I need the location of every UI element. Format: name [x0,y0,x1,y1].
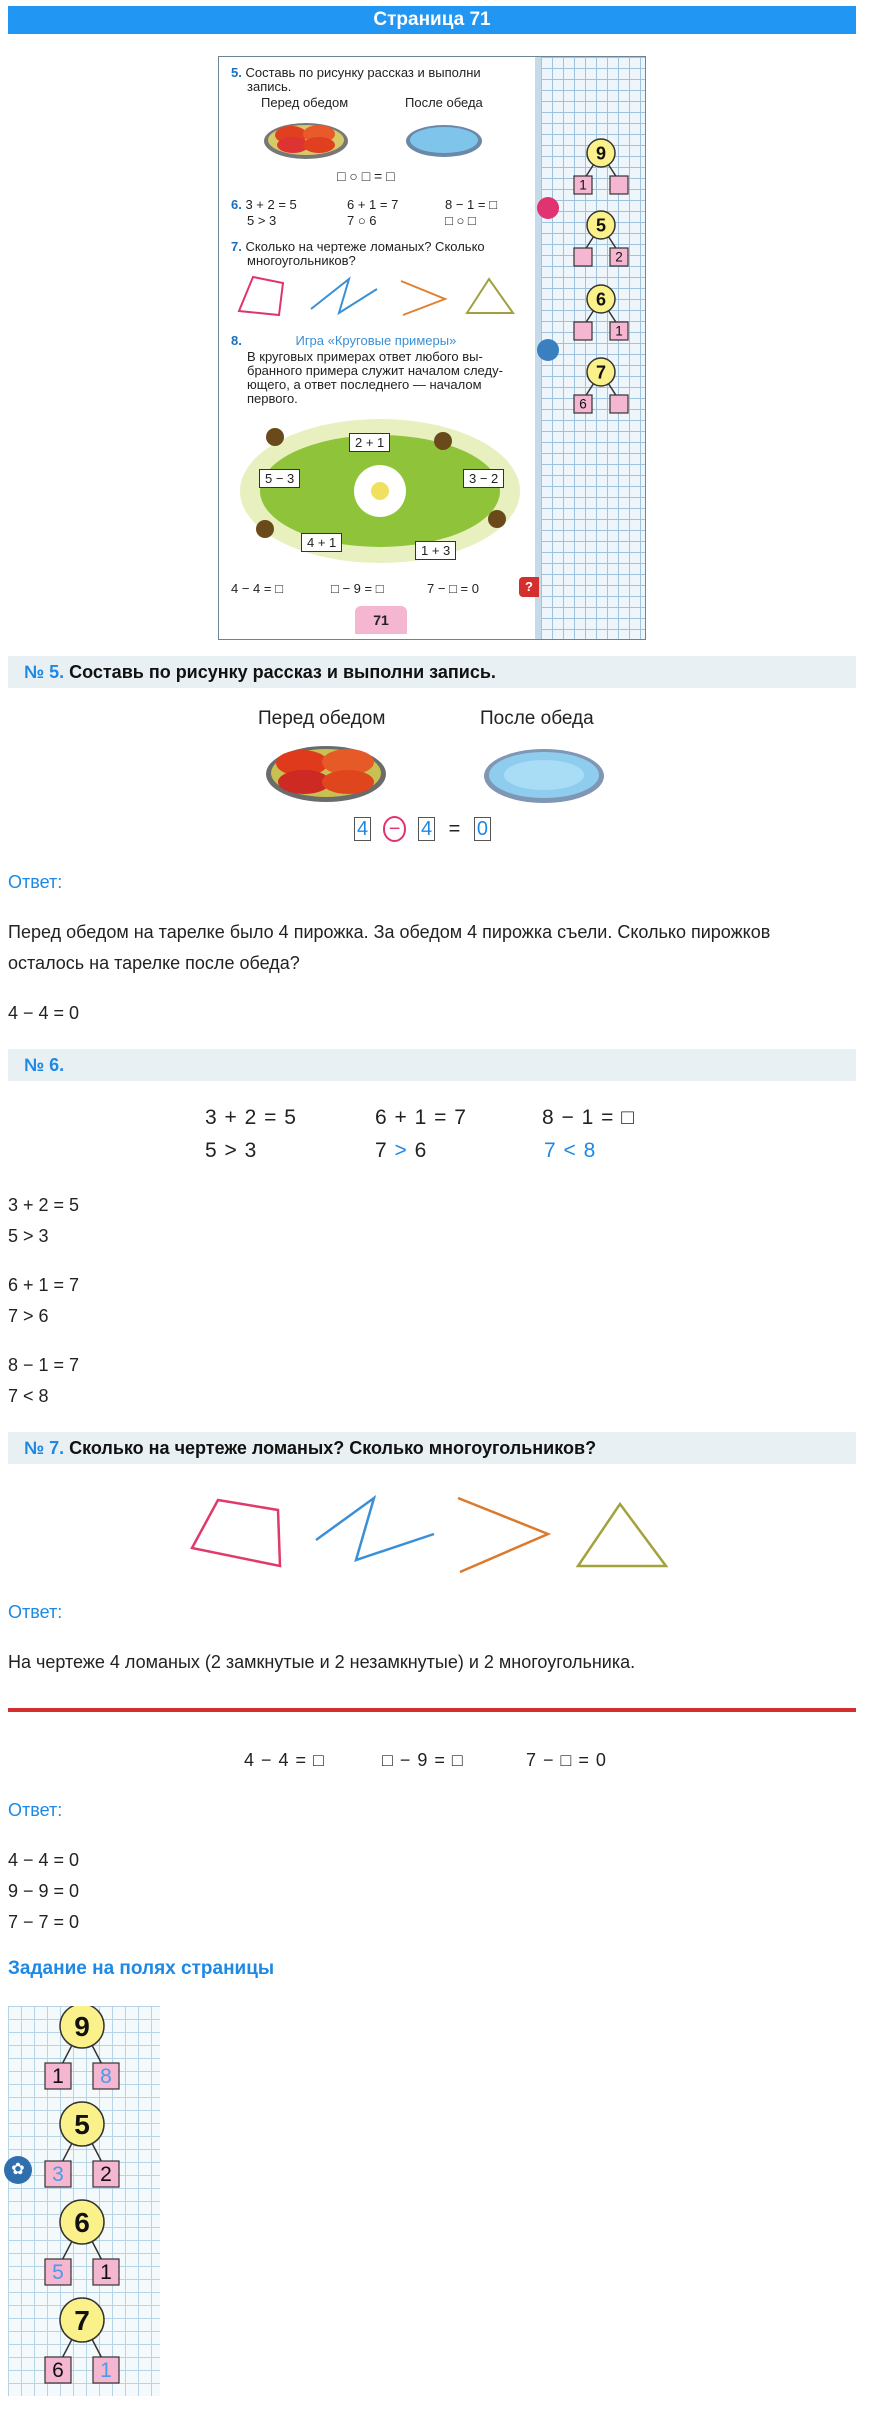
tree-box-number: 3 [52,2162,64,2186]
book-task8-text4: первого. [247,391,298,406]
task5-answer-line1: Перед обедом на тарелке было 4 пирожка. За обедом 4 пирожка съели. Сколько пирожков [8,922,771,942]
task5-equation [354,818,491,841]
book-after-label: После обеда [405,95,483,110]
tree-box-number: 1 [579,177,587,193]
book-task6-c1: 8 − 1 = □ [445,197,497,212]
task5-before-label: Перед обедом [258,708,386,729]
book-example-1: 2 + 1 [349,433,390,452]
task8-answer-label: Ответ: [8,1800,63,1820]
book-plates-image [259,115,499,165]
tree-box-number: 1 [615,323,623,339]
task6-header: № 6. [8,1049,856,1081]
task6-g3a: 8 − 1 = □ [542,1106,635,1129]
tree-top-number: 9 [74,2011,90,2043]
book-example-5: 1 + 3 [415,541,456,560]
task6-line-1: 3 + 2 = 5 [8,1195,80,1215]
tree-top-number: 6 [74,2207,90,2239]
task6-g2a: 6 + 1 = 7 [375,1106,467,1129]
task5-header: № 5. Составь по рисунку рассказ и выполни запись. [8,656,856,688]
margin-task-title: Задание на полях страницы [8,1958,275,1979]
tree-box-number: 5 [52,2260,64,2284]
task6-g3b: 7 < 8 [544,1139,597,1162]
task5-plates-image [262,736,618,810]
tree-top-number: 9 [595,143,607,164]
task8-line-2: 9 − 9 = 0 [8,1881,80,1901]
book-row-b: □ − 9 = □ [331,581,384,596]
task7-header: № 7. Сколько на чертеже ломаных? Сколько многоугольников? [8,1432,856,1464]
task7-answer-label: Ответ: [8,1602,63,1622]
tree-box [574,322,592,340]
tree-top-number: 5 [595,215,607,236]
question-icon: ? [519,577,539,597]
task5-answer-line2: осталось на тарелке после обеда? [8,953,300,973]
book-task5-text: 5. Составь по рисунку рассказ и выполни [231,65,481,80]
tree-box-number: 6 [52,2358,64,2382]
task5-after-label: После обеда [480,708,594,729]
margin-trees [8,2006,160,2396]
book-polylines-image [231,271,521,319]
task8-line-3: 7 − 7 = 0 [8,1912,80,1932]
book-task6-b2: 7 ○ 6 [347,213,377,228]
book-task7-text: 7. Сколько на чертеже ломаных? Сколько [231,239,485,254]
task5-eq-sign: − [383,816,407,842]
task5-eq-b: 4 [418,817,435,841]
tree-box [610,395,628,413]
book-task6-a2: 5 > 3 [247,213,277,228]
tree-box-number: 1 [100,2358,112,2382]
book-task6-a1: 6. 3 + 2 = 5 [231,197,297,212]
book-task8-text2: бранного примера служит началом следу- [247,363,503,378]
task6-line-4: 7 > 6 [8,1306,49,1326]
task8-line-1: 4 − 4 = 0 [8,1850,80,1870]
task6-line-3: 6 + 1 = 7 [8,1275,80,1295]
task7-polylines-image [186,1490,676,1578]
task5-eq-a: 4 [354,817,371,841]
book-example-3: 3 − 2 [463,469,504,488]
task5-answer-eq: 4 − 4 = 0 [8,1003,80,1023]
task8-row-c: 7 − □ = 0 [526,1750,607,1770]
tree-top-number: 7 [74,2305,90,2337]
tree-box-number: 2 [615,249,623,265]
gear-icon: ✿ [4,2156,32,2184]
task6-line-5: 8 − 1 = 7 [8,1355,80,1375]
task6-g1a: 3 + 2 = 5 [205,1106,297,1129]
book-task8-title: 8. Игра «Круговые примеры» [231,333,457,348]
tree-box [610,176,628,194]
task8-row-a: 4 − 4 = □ [244,1750,325,1770]
book-side-trees [545,57,645,639]
book-task8-text1: В круговых примерах ответ любого вы- [247,349,483,364]
book-before-label: Перед обедом [261,95,349,110]
book-task6-b1: 6 + 1 = 7 [347,197,399,212]
page-title-banner: Страница 71 [8,6,856,34]
task5-answer-label: Ответ: [8,872,63,892]
book-page-number: 71 [355,606,407,634]
divider [8,1708,856,1712]
tree-top-number: 6 [595,289,607,310]
book-task8-text3: ющего, а ответ последнего — началом [247,377,482,392]
textbook-page-image [218,56,646,640]
tree-top-number: 5 [74,2109,90,2141]
task7-answer: На чертеже 4 ломаных (2 замкнутые и 2 незамкнутые) и 2 многоугольника. [8,1652,636,1672]
book-example-2: 5 − 3 [259,469,300,488]
task5-eq-equals: = [448,818,461,840]
tree-box-number: 1 [52,2064,64,2088]
task6-g2b: 7 > 6 [375,1139,428,1162]
tree-box [574,248,592,266]
book-task5-text2: запись. [247,79,292,94]
task8-row-b: □ − 9 = □ [382,1750,464,1770]
tree-box-number: 1 [100,2260,112,2284]
task6-line-2: 5 > 3 [8,1226,49,1246]
book-task5-boxes: □ ○ □ = □ [337,168,395,184]
tree-box-number: 2 [100,2162,112,2186]
task5-eq-c: 0 [474,817,491,841]
book-row-c: 7 − □ = 0 [427,581,479,596]
tree-box-number: 8 [100,2064,112,2088]
task6-line-6: 7 < 8 [8,1386,49,1406]
book-row-a: 4 − 4 = □ [231,581,283,596]
task6-g1b: 5 > 3 [205,1139,258,1162]
book-task6-c2: □ ○ □ [445,213,476,228]
tree-box-number: 6 [579,396,587,412]
tree-top-number: 7 [595,362,607,383]
book-task7-text2: многоугольников? [247,253,356,268]
book-example-4: 4 + 1 [301,533,342,552]
